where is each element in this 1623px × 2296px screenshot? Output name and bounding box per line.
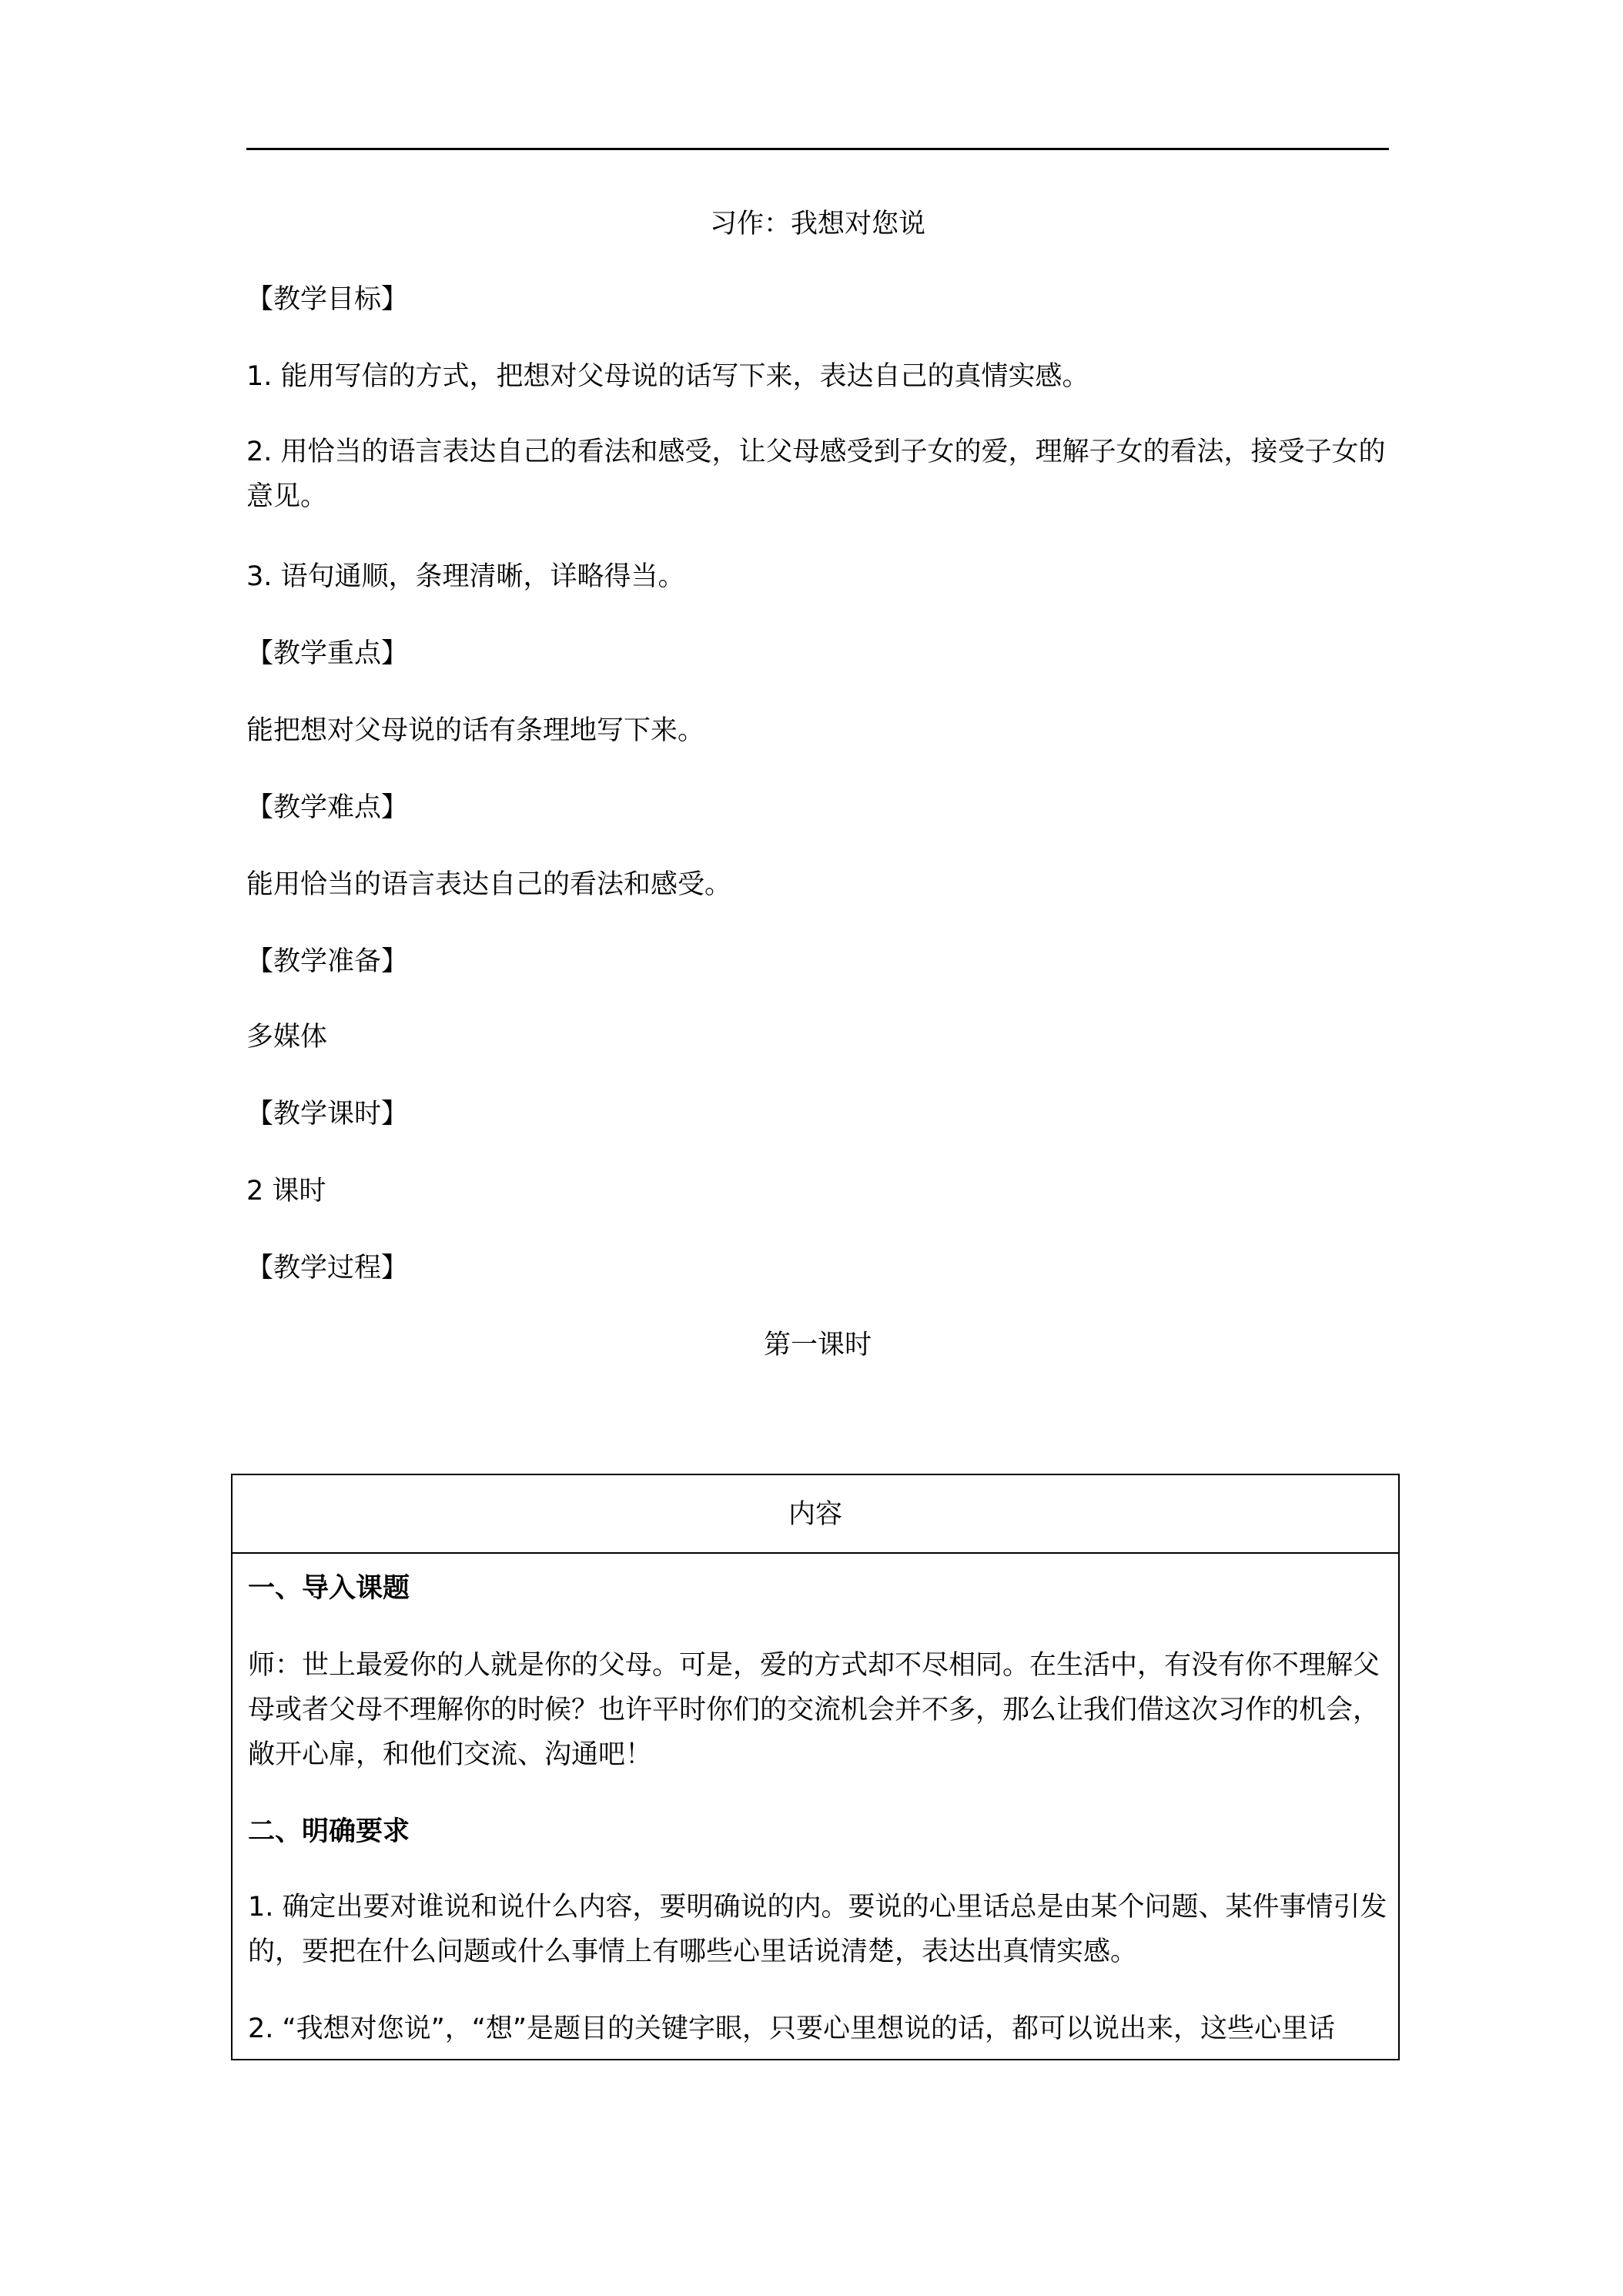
header-rule: [246, 148, 1389, 150]
table-header-cell: 内容: [788, 1499, 842, 1530]
lesson-title: 第一课时: [763, 1330, 872, 1361]
objective-item-1: 1. 能用写信的方式，把想对父母说的话写下来，表达自己的真情实感。: [246, 361, 1089, 392]
part2-heading: 二、明确要求: [248, 1816, 410, 1847]
part1-text: 师：世上最爱你的人就是你的父母。可是，爱的方式却不尽相同。在生活中，有没有你不理解父母或者父母不理解你的时候？也许平时你们的交流机会并不多，那么让我们借这次习作的机会，敞开心扉，和他们交流、沟通吧！: [248, 1650, 1380, 1770]
objective-item-2: 2. 用恰当的语言表达自己的看法和感受，让父母感受到子女的爱，理解子女的看法，接受子女的意见。: [246, 437, 1386, 512]
hours-heading: 【教学课时】: [246, 1099, 409, 1130]
difficulty-text: 能用恰当的语言表达自己的看法和感受。: [246, 869, 732, 900]
key-text: 能把想对父母说的话有条理地写下来。: [246, 715, 705, 746]
process-heading: 【教学过程】: [246, 1253, 409, 1284]
prep-text: 多媒体: [246, 1022, 328, 1053]
part2-item-1: 1. 确定出要对谁说和说什么内容，要明确说的内。要说的心里话总是由某个问题、某件事情引发的，要把在什么问题或什么事情上有哪些心里话说清楚，表达出真情实感。: [248, 1892, 1387, 1967]
prep-heading: 【教学准备】: [246, 946, 409, 977]
objectives-heading: 【教学目标】: [246, 284, 409, 315]
content-table: [231, 1474, 1400, 2060]
table-header-rule: [233, 1552, 1398, 1554]
part1-heading: 一、导入课题: [248, 1573, 410, 1604]
difficulty-heading: 【教学难点】: [246, 792, 409, 823]
key-heading: 【教学重点】: [246, 638, 409, 669]
hours-text: 2 课时: [246, 1176, 326, 1207]
objective-item-3: 3. 语句通顺，条理清晰，详略得当。: [246, 561, 685, 592]
document-title: 习作：我想对您说: [709, 209, 925, 239]
part2-item-2: 2. “我想对您说”，“想”是题目的关键字眼，只要心里想说的话，都可以说出来，这些心里话: [248, 2013, 1336, 2044]
